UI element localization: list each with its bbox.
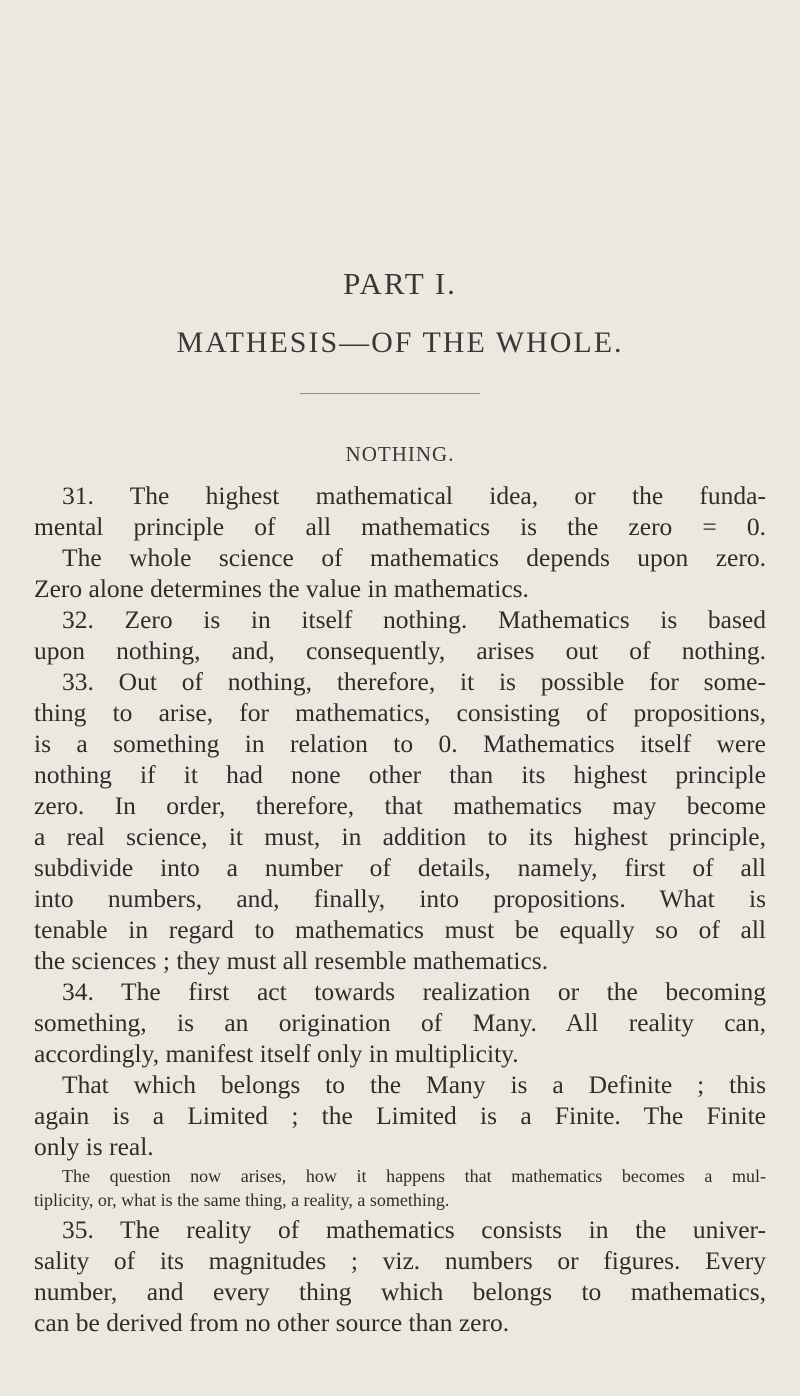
text-line: The whole science of mathematics depends upon zero. <box>62 543 766 572</box>
text-line: is a something in relation to 0. Mathematics itself were <box>34 729 766 758</box>
text-line: 33. Out of nothing, therefore, it is possible for some- <box>62 667 766 696</box>
text-line: number, and every thing which belongs to mathematics, <box>34 1277 766 1306</box>
text-line: Zero alone determines the value in mathematics. <box>34 574 529 603</box>
chapter-title: MATHESIS—OF THE WHOLE. <box>176 326 624 359</box>
text-line: something, is an origination of Many. All reality can, <box>34 1008 766 1037</box>
text-line: upon nothing, and, consequently, arises out of nothing. <box>34 636 766 665</box>
title-divider <box>300 393 480 394</box>
text-line: mental principle of all mathematics is the zero = 0. <box>34 512 766 541</box>
text-line: again is a Limited ; the Limited is a Finite. The Finite <box>34 1101 766 1130</box>
note-line: The question now arises, how it happens that mathematics becomes a mul- <box>62 1166 766 1186</box>
text-line: only is real. <box>34 1132 154 1161</box>
text-line: can be derived from no other source than zero. <box>34 1308 510 1337</box>
text-line: tenable in regard to mathematics must be equally so of all <box>34 915 766 944</box>
text-line: zero. In order, therefore, that mathematics may become <box>34 791 766 820</box>
text-line: 31. The highest mathematical idea, or the funda- <box>62 481 766 510</box>
text-line: 35. The reality of mathematics consists in the univer- <box>62 1215 766 1244</box>
text-line: sality of its magnitudes ; viz. numbers or figures. Every <box>34 1246 766 1275</box>
text-line: a real science, it must, in addition to its highest principle, <box>34 822 766 851</box>
section-heading: NOTHING. <box>345 442 455 466</box>
text-line: accordingly, manifest itself only in multiplicity. <box>34 1039 519 1068</box>
text-line: 34. The first act towards realization or the becoming <box>62 977 766 1006</box>
text-line: nothing if it had none other than its highest principle <box>34 760 766 789</box>
text-line: subdivide into a number of details, namely, first of all <box>34 853 766 882</box>
text-line: 32. Zero is in itself nothing. Mathematics is based <box>62 605 766 634</box>
text-line: into numbers, and, finally, into propositions. What is <box>34 884 766 913</box>
text-line: thing to arise, for mathematics, consisting of propositions, <box>34 698 766 727</box>
text-line: the sciences ; they must all resemble mathematics. <box>34 946 549 975</box>
text-line: That which belongs to the Many is a Definite ; this <box>62 1070 766 1099</box>
part-heading: PART I. <box>343 266 457 301</box>
note-line: tiplicity, or, what is the same thing, a reality, a something. <box>34 1190 450 1210</box>
